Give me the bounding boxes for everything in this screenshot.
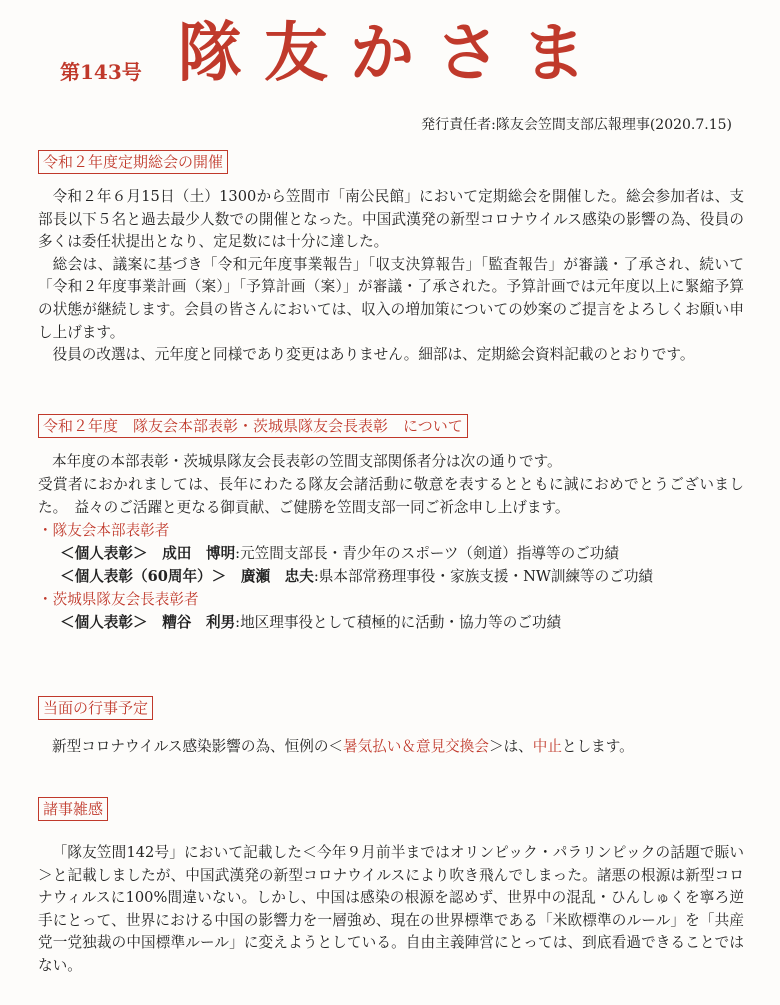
event-status: 中止 (532, 738, 562, 755)
section-body-awards (38, 450, 744, 634)
award-entry (38, 611, 744, 634)
paragraph: 令和２年６月15日（土）1300から笠間市「南公民館」において定期総会を開催した。総会参加者は、支部長以下５名と過去最少人数での開催となった。中国武漢発の新型コロナウイルス感染の影響の為、役員の多くは委任状提出となり、定足数には十分に達した。 (38, 188, 744, 251)
section-heading-general-meeting: 令和２年度定期総会の開催 (38, 150, 228, 174)
awardee-name: 廣瀬 忠夫 (240, 568, 314, 585)
schedule-text-middle: ＞は、 (488, 738, 533, 755)
award-reason: :県本部常務理事役・家族支援・NW訓練等のご功績 (313, 568, 654, 585)
category-hq-award: ・隊友会本部表彰者 (38, 522, 170, 539)
schedule-text-end: とします。 (561, 738, 634, 755)
award-reason: :地区理事役として積極的に活動・協力等のご功績 (235, 614, 562, 631)
awardee-name: 糟谷 利男 (162, 614, 236, 631)
award-entry (38, 542, 744, 565)
section-body-thoughts (38, 842, 744, 978)
award-type: ＜個人表彰＞ (60, 614, 148, 631)
awards-congratulations: 受賞者におかれましては、長年にわたる隊友会諸活動に敬意を表するとともに誠におめでとうございました。 益々のご活躍と更なる御貢献、ご健勝を笠間支部一同ご祈念申し上げます。 (38, 476, 744, 516)
award-type: ＜個人表彰＞ (60, 545, 148, 562)
award-reason: :元笠間支部長・青少年のスポーツ（剣道）指導等のご功績 (235, 545, 619, 562)
event-name: 暑気払い＆意見交換会 (343, 738, 489, 755)
schedule-text (38, 735, 758, 758)
schedule-text-start: 新型コロナウイルス感染影響の為、恒例の＜ (52, 738, 344, 755)
section-heading-schedule: 当面の行事予定 (38, 696, 153, 720)
paragraph: 役員の改選は、元年度と同様であり変更はありません。細部は、定期総会資料記載のとおりです。 (52, 346, 695, 364)
awards-intro: 本年度の本部表彰・茨城県隊友会長表彰の笠間支部関係者分は次の通りです。 (52, 453, 562, 470)
newsletter-title: 隊友かさま (178, 16, 608, 91)
award-entry (38, 565, 744, 588)
paragraph: 「隊友笠間142号」において記載した＜今年９月前半まではオリンピック・パラリンピックの話題で賑い＞と記載しましたが、中国武漢発の新型コロナウイルスにより吹き飛んでしまった。諸悪の根源は新型コロナウィルスに100%間違いない。しかし、中国は感染の根源を認めず、世界中の混乱・ひんしゅくを寧ろ逆手にとって、世界における中国の影響力を一層強め、現在の世界標準である「米欧標準のルール」を「共産党一党独裁の中国標準ルール」に変えようとしている。自由主義陣営にとっては、到底看過できることではない。 (38, 844, 744, 974)
section-body-general-meeting (38, 186, 744, 367)
section-heading-awards: 令和２年度 隊友会本部表彰・茨城県隊友会長表彰 について (38, 414, 468, 438)
issue-number: 第143号 (60, 60, 142, 84)
award-type: ＜個人表彰（60周年）＞ (60, 568, 227, 585)
paragraph: 総会は、議案に基づき「令和元年度事業報告」「収支決算報告」「監査報告」が審議・了承され、続いて「令和２年度事業計画（案）」「予算計画（案）」が審議・了承された。予算計画では元年度以上に緊縮予算の状態が継続します。会員の皆さんにおいては、収入の増加策についての妙案のご提言をよろしくお願い申し上げます。 (38, 255, 744, 341)
publisher-line: 発行責任者:隊友会笠間支部広報理事(2020.7.15) (421, 117, 732, 133)
category-prefecture-award: ・茨城県隊友会長表彰者 (38, 591, 199, 608)
section-heading-thoughts: 諸事雑感 (38, 797, 108, 821)
awardee-name: 成田 博明 (162, 545, 236, 562)
